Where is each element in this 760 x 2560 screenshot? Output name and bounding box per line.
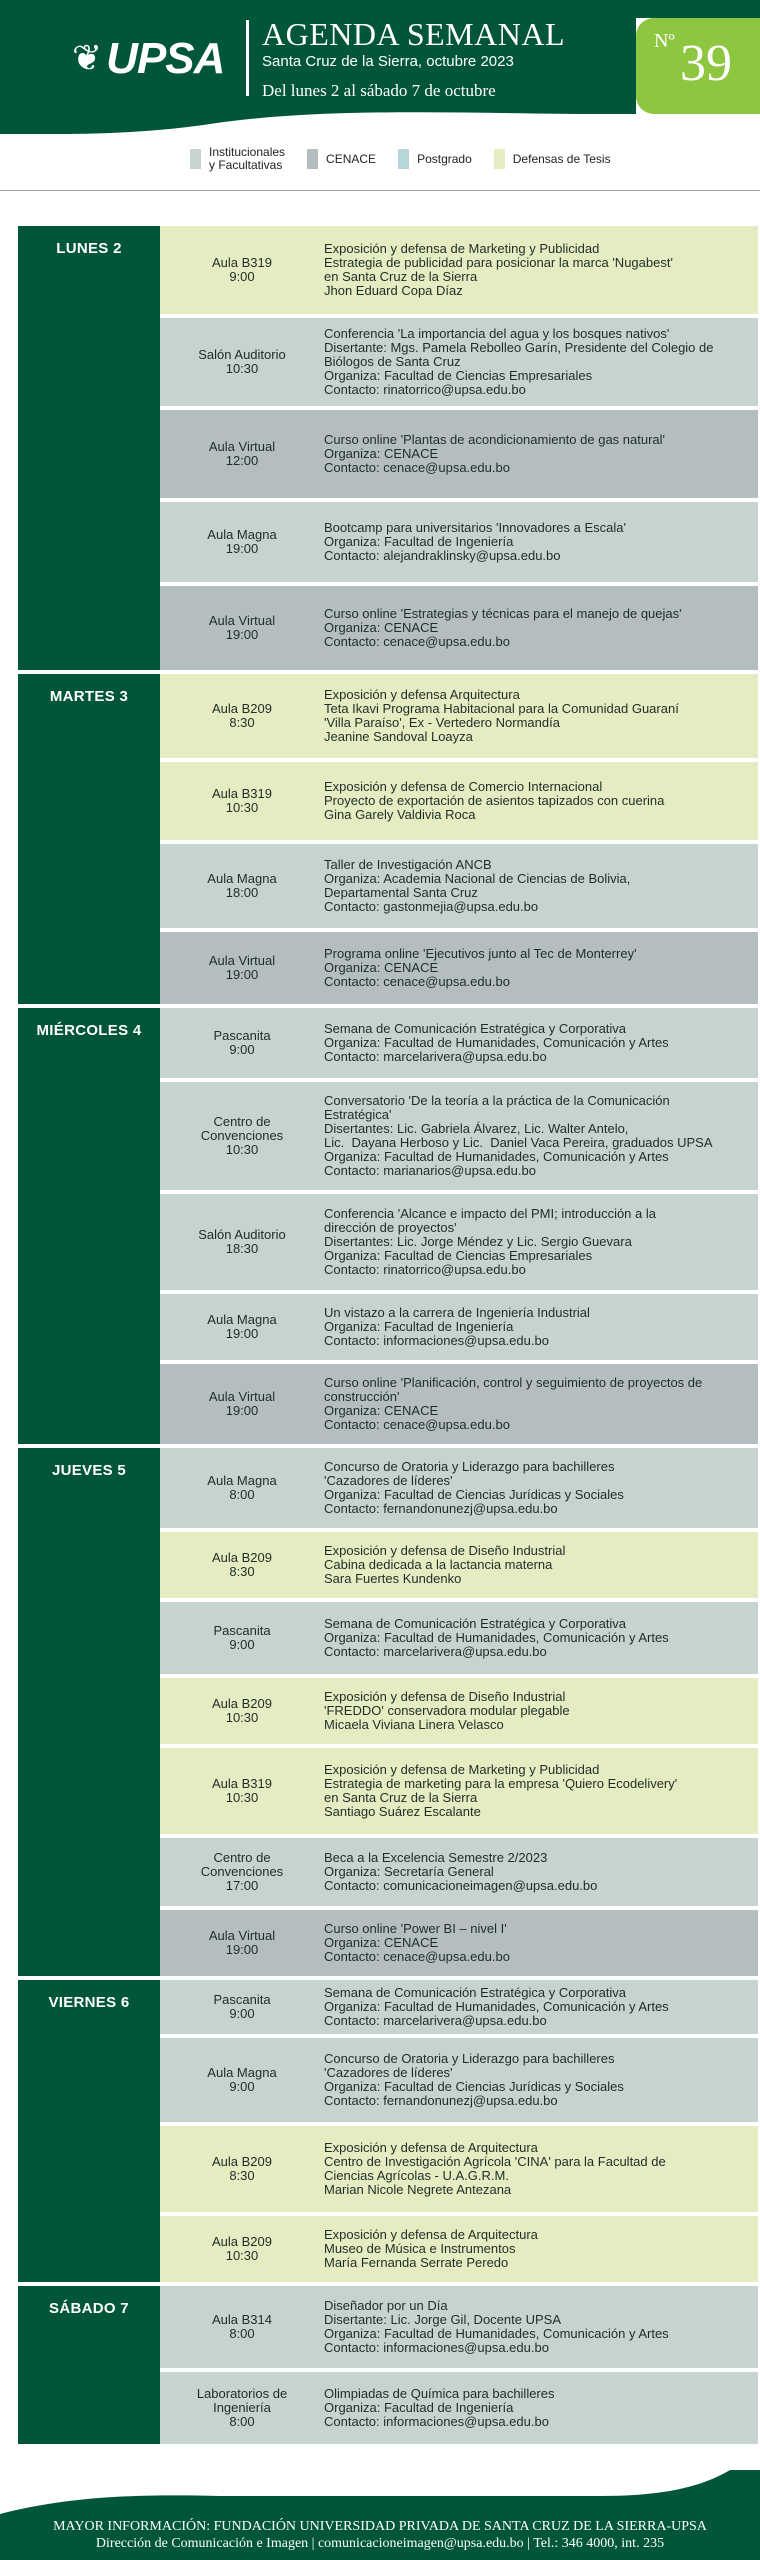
- event-description: [324, 1302, 758, 1352]
- leaf-logo-icon: ❦: [72, 38, 103, 79]
- event-line: Organiza: Facultad de Humanidades, Comunicación y Artes: [324, 2326, 669, 2341]
- event-location: Aula B209 10:30: [212, 1696, 272, 1725]
- event-location: Aula B209 10:30: [212, 2234, 272, 2263]
- event-location: Aula Virtual 19:00: [208, 1928, 276, 1957]
- event-line: Contacto: marcelarivera@upsa.edu.bo: [324, 1644, 547, 1659]
- event-line: Organiza: Facultad de Ingeniería: [324, 2400, 514, 2415]
- event-line: Olimpiadas de Química para bachilleres: [324, 2386, 555, 2401]
- event-line: Exposición y defensa de Marketing y Publicidad: [324, 241, 600, 256]
- day-label: VIERNES 6: [18, 1980, 160, 2282]
- event-line: Organiza: Facultad de Ciencias Jurídicas y Sociales: [324, 1487, 624, 1502]
- event-location: Aula Magna 18:00: [207, 871, 277, 900]
- day-label: SÁBADO 7: [18, 2286, 160, 2444]
- event-line: Disertante: Mgs. Pamela Rebolleo Garín, Presidente del Colegio de Biólogos de Santa Cruz: [324, 340, 714, 369]
- event-location: Aula Magna 19:00: [207, 527, 277, 556]
- event-line: Contacto: fernandonunezj@upsa.edu.bo: [324, 2093, 558, 2108]
- event-line: Teta Ikavi Programa Habitacional para la Comunidad Guaraní 'Villa Paraíso', Ex - Vertedero Normandía: [324, 701, 679, 730]
- upsa-logo: [72, 34, 224, 84]
- event-line: Exposición y defensa de Arquitectura: [324, 2227, 538, 2242]
- event-line: Exposición y defensa de Diseño Industrial: [324, 1543, 566, 1558]
- event-row: [160, 410, 758, 498]
- event-description: [324, 1613, 758, 1663]
- event-line: Contacto: informaciones@upsa.edu.bo: [324, 1333, 549, 1348]
- event-description: [324, 517, 758, 567]
- event-row: [160, 502, 758, 582]
- legend-label: CENACE: [326, 151, 377, 166]
- event-location: Laboratorios de Ingeniería 8:00: [196, 2386, 288, 2429]
- event-line: Disertantes: Lic. Jorge Méndez y Lic. Sergio Guevara: [324, 1234, 632, 1249]
- legend-label: Postgrado: [417, 151, 472, 166]
- footer-line-2: Dirección de Comunicación e Imagen | comunicacioneimagen@upsa.edu.bo | Tel.: 346 4000, int. 235: [95, 2536, 665, 2551]
- event-line: Beca a la Excelencia Semestre 2/2023: [324, 1850, 548, 1865]
- event-line: Curso online 'Power BI – nivel I': [324, 1921, 507, 1936]
- event-line: Contacto: rinatorrico@upsa.edu.bo: [324, 382, 526, 397]
- event-line: Organiza: Facultad de Humanidades, Comunicación y Artes: [324, 1999, 669, 2014]
- event-line: Organiza: Facultad de Ingeniería: [324, 1319, 514, 1334]
- event-line: Estrategia de publicidad para posicionar la marca 'Nugabest' en Santa Cruz de la Sierra: [324, 255, 673, 284]
- event-line: Cabina dedicada a la lactancia materna: [324, 1557, 553, 1572]
- event-line: Programa online 'Ejecutivos junto al Tec de Monterrey': [324, 946, 637, 961]
- event-line: 'FREDDO' conservadora modular plegable: [324, 1703, 570, 1718]
- event-line: Exposición y defensa de Marketing y Publicidad: [324, 1762, 600, 1777]
- event-line: Exposición y defensa de Arquitectura: [324, 2140, 538, 2155]
- event-line: Organiza: CENACE: [324, 1935, 439, 1950]
- event-location: Aula Virtual 12:00: [208, 439, 276, 468]
- event-line: Exposición y defensa Arquitectura: [324, 687, 520, 702]
- header: [0, 0, 760, 134]
- footer: [0, 2470, 760, 2560]
- event-line: Exposición y defensa de Comercio Internacional: [324, 779, 603, 794]
- event-line: Organiza: Facultad de Ciencias Jurídicas y Sociales: [324, 2079, 624, 2094]
- event-description: [324, 684, 758, 748]
- event-line: Gina Garely Valdivia Roca: [324, 807, 476, 822]
- event-line: Santiago Suárez Escalante: [324, 1804, 481, 1819]
- event-line: Disertantes: Lic. Gabriela Álvarez, Lic. Walter Antelo, Lic. Dayana Herboso y Lic. Daniel Vaca Pereira, graduados UPSA: [324, 1121, 713, 1150]
- event-line: Contacto: marcelarivera@upsa.edu.bo: [324, 1049, 547, 1064]
- event-description: [324, 2224, 758, 2274]
- event-location: Salón Auditorio 10:30: [198, 347, 286, 376]
- event-row: [160, 318, 758, 406]
- event-row: [160, 1364, 758, 1444]
- event-description: [324, 1918, 758, 1968]
- event-row: [160, 1910, 758, 1976]
- event-description: [324, 1759, 758, 1823]
- day-events: [160, 1008, 758, 1444]
- event-description: [324, 1372, 758, 1436]
- event-description: [324, 238, 758, 302]
- legend-swatch: [398, 149, 409, 169]
- event-description: [324, 2048, 758, 2112]
- event-line: Organiza: Academia Nacional de Ciencias de Bolivia, Departamental Santa Cruz: [324, 871, 631, 900]
- event-line: Un vistazo a la carrera de Ingeniería Industrial: [324, 1305, 590, 1320]
- day-events: [160, 1980, 758, 2282]
- event-row: [160, 2038, 758, 2122]
- event-line: Organiza: CENACE: [324, 446, 439, 461]
- weekly-schedule: [18, 226, 758, 2448]
- event-line: Contacto: gastonmejia@upsa.edu.bo: [324, 899, 539, 914]
- event-row: [160, 762, 758, 840]
- event-description: [324, 429, 758, 479]
- event-line: Contacto: comunicacioneimagen@upsa.edu.bo: [324, 1878, 598, 1893]
- event-description: [324, 323, 758, 401]
- event-description: [324, 854, 758, 918]
- logo-text: UPSA: [106, 34, 225, 83]
- event-line: Organiza: Facultad de Humanidades, Comunicación y Artes: [324, 1149, 669, 1164]
- page-subtitle: Santa Cruz de la Sierra, octubre 2023: [262, 53, 514, 70]
- event-row: [160, 1980, 758, 2034]
- legend-swatch: [190, 149, 201, 169]
- event-line: Organiza: Facultad de Ingeniería: [324, 534, 514, 549]
- event-location: Aula Virtual 19:00: [208, 953, 276, 982]
- event-line: Marian Nicole Negrete Antezana: [324, 2182, 512, 2197]
- event-line: Bootcamp para universitarios 'Innovadores a Escala': [324, 520, 626, 535]
- event-location: Aula B314 8:00: [212, 2312, 272, 2341]
- event-row: [160, 1678, 758, 1744]
- event-line: Diseñador por un Día: [324, 2298, 448, 2313]
- event-row: [160, 2216, 758, 2282]
- event-location: Aula Virtual 19:00: [208, 613, 276, 642]
- event-row: [160, 2286, 758, 2368]
- event-line: Contacto: marianarios@upsa.edu.bo: [324, 1163, 536, 1178]
- event-line: Contacto: informaciones@upsa.edu.bo: [324, 2414, 549, 2429]
- event-location: Pascanita 9:00: [213, 1623, 271, 1652]
- event-description: [324, 1203, 758, 1281]
- event-location: Aula B319 10:30: [212, 1776, 272, 1805]
- event-location: Aula B209 8:30: [212, 2154, 272, 2183]
- footer-text: [0, 2518, 760, 2552]
- event-line: María Fernanda Serrate Peredo: [324, 2255, 509, 2270]
- event-line: Museo de Música e Instrumentos: [324, 2241, 516, 2256]
- issue-label: Nº: [654, 30, 675, 52]
- event-line: Jhon Eduard Copa Díaz: [324, 283, 463, 298]
- day-block: [18, 1008, 758, 1444]
- page-title: AGENDA SEMANAL: [262, 16, 565, 52]
- event-description: [324, 776, 758, 826]
- event-line: Contacto: informaciones@upsa.edu.bo: [324, 2340, 549, 2355]
- footer-line-1: MAYOR INFORMACIÓN: FUNDACIÓN UNIVERSIDAD PRIVADA DE SANTA CRUZ DE LA SIERRA-UPSA: [53, 2519, 707, 2534]
- event-line: Proyecto de exportación de asientos tapizados con cuerina: [324, 793, 665, 808]
- event-line: Conferencia 'La importancia del agua y los bosques nativos': [324, 326, 670, 341]
- event-line: Conversatorio 'De la teoría a la práctica de la Comunicación Estratégica': [324, 1093, 670, 1122]
- event-row: [160, 1008, 758, 1078]
- event-row: [160, 844, 758, 928]
- event-line: Exposición y defensa de Diseño Industrial: [324, 1689, 566, 1704]
- issue-number: 39: [680, 35, 732, 92]
- event-line: Organiza: CENACE: [324, 620, 439, 635]
- event-line: Contacto: cenace@upsa.edu.bo: [324, 460, 510, 475]
- day-events: [160, 674, 758, 1004]
- event-line: Organiza: CENACE: [324, 960, 439, 975]
- event-description: [324, 943, 758, 993]
- event-description: [324, 1686, 758, 1736]
- event-location: Salón Auditorio 18:30: [198, 1227, 286, 1256]
- event-description: [324, 1540, 758, 1590]
- event-row: [160, 1532, 758, 1598]
- day-block: [18, 2286, 758, 2444]
- event-line: Disertante: Lic. Jorge Gil, Docente UPSA: [324, 2312, 561, 2327]
- event-line: Concurso de Oratoria y Liderazgo para bachilleres 'Cazadores de líderes': [324, 1459, 615, 1488]
- event-line: Semana de Comunicación Estratégica y Corporativa: [324, 1021, 627, 1036]
- event-row: [160, 226, 758, 314]
- day-label: MIÉRCOLES 4: [18, 1008, 160, 1444]
- event-location: Aula B209 8:30: [212, 701, 272, 730]
- event-description: [324, 1456, 758, 1520]
- title-block: [262, 16, 565, 101]
- legend: [190, 146, 633, 172]
- legend-item: [190, 146, 285, 172]
- event-line: Semana de Comunicación Estratégica y Corporativa: [324, 1985, 627, 2000]
- event-line: Contacto: cenace@upsa.edu.bo: [324, 634, 510, 649]
- event-description: [324, 1018, 758, 1068]
- legend-swatch: [307, 149, 318, 169]
- day-block: [18, 1448, 758, 1976]
- event-line: Jeanine Sandoval Loayza: [324, 729, 473, 744]
- event-line: Sara Fuertes Kundenko: [324, 1571, 462, 1586]
- day-block: [18, 1980, 758, 2282]
- day-events: [160, 2286, 758, 2444]
- event-line: Organiza: CENACE: [324, 1403, 439, 1418]
- event-line: Organiza: Facultad de Ciencias Empresariales: [324, 368, 593, 383]
- event-row: [160, 2372, 758, 2444]
- event-description: [324, 2137, 758, 2201]
- event-line: Organiza: Secretaría General: [324, 1864, 494, 1879]
- event-line: Centro de Investigación Agrícola 'CINA' para la Facultad de Ciencias Agrícolas - U.A.G.R.M.: [324, 2154, 666, 2183]
- day-events: [160, 226, 758, 670]
- event-description: [324, 1982, 758, 2032]
- event-line: Semana de Comunicación Estratégica y Corporativa: [324, 1616, 627, 1631]
- day-label: MARTES 3: [18, 674, 160, 1004]
- event-description: [324, 2383, 758, 2433]
- event-row: [160, 1838, 758, 1906]
- event-line: Concurso de Oratoria y Liderazgo para bachilleres 'Cazadores de líderes': [324, 2051, 615, 2080]
- event-line: Contacto: marcelarivera@upsa.edu.bo: [324, 2013, 547, 2028]
- event-row: [160, 1294, 758, 1360]
- event-location: Pascanita 9:00: [213, 1992, 271, 2021]
- event-location: Aula Magna 19:00: [207, 1312, 277, 1341]
- legend-label: Defensas de Tesis: [512, 151, 611, 166]
- event-line: Organiza: Facultad de Humanidades, Comunicación y Artes: [324, 1630, 669, 1645]
- event-location: Aula Magna 9:00: [207, 2065, 277, 2094]
- event-location: Aula B319 10:30: [212, 786, 272, 815]
- day-label: JUEVES 5: [18, 1448, 160, 1976]
- event-line: Contacto: rinatorrico@upsa.edu.bo: [324, 1262, 526, 1277]
- event-line: Contacto: cenace@upsa.edu.bo: [324, 1949, 510, 1964]
- event-row: [160, 1194, 758, 1290]
- event-row: [160, 1602, 758, 1674]
- legend-item: [494, 149, 611, 169]
- event-line: Taller de Investigación ANCB: [324, 857, 492, 872]
- event-location: Aula B319 9:00: [212, 255, 272, 284]
- event-location: Centro de Convenciones 17:00: [200, 1850, 284, 1893]
- event-description: [324, 1090, 758, 1182]
- event-location: Pascanita 9:00: [213, 1028, 271, 1057]
- legend-label: Institucionales y Facultativas: [209, 145, 286, 172]
- event-location: Aula B209 8:30: [212, 1550, 272, 1579]
- event-line: Curso online 'Estrategias y técnicas para el manejo de quejas': [324, 606, 682, 621]
- day-label: LUNES 2: [18, 226, 160, 670]
- event-description: [324, 603, 758, 653]
- event-line: Contacto: alejandraklinsky@upsa.edu.bo: [324, 548, 561, 563]
- event-line: Organiza: Facultad de Humanidades, Comunicación y Artes: [324, 1035, 669, 1050]
- event-description: [324, 2295, 758, 2359]
- event-row: [160, 1082, 758, 1190]
- event-row: [160, 2126, 758, 2212]
- date-range: Del lunes 2 al sábado 7 de octubre: [262, 81, 496, 100]
- event-line: Micaela Viviana Linera Velasco: [324, 1717, 504, 1732]
- legend-swatch: [494, 149, 505, 169]
- divider: [0, 190, 760, 191]
- event-line: Organiza: Facultad de Ciencias Empresariales: [324, 1248, 593, 1263]
- event-line: Conferencia 'Alcance e impacto del PMI; introducción a la dirección de proyectos': [324, 1206, 656, 1235]
- event-row: [160, 586, 758, 670]
- event-line: Contacto: cenace@upsa.edu.bo: [324, 1417, 510, 1432]
- event-location: Aula Magna 8:00: [207, 1473, 277, 1502]
- event-line: Contacto: cenace@upsa.edu.bo: [324, 974, 510, 989]
- event-location: Aula Virtual 19:00: [208, 1389, 276, 1418]
- day-events: [160, 1448, 758, 1976]
- event-row: [160, 674, 758, 758]
- event-location: Centro de Convenciones 10:30: [200, 1114, 284, 1157]
- issue-badge: [636, 18, 760, 114]
- event-row: [160, 1448, 758, 1528]
- event-description: [324, 1847, 758, 1897]
- legend-item: [307, 149, 376, 169]
- event-row: [160, 932, 758, 1004]
- event-line: Curso online 'Plantas de acondicionamiento de gas natural': [324, 432, 666, 447]
- event-line: Estrategia de marketing para la empresa 'Quiero Ecodelivery' en Santa Cruz de la Sierra: [324, 1776, 678, 1805]
- legend-item: [398, 149, 472, 169]
- day-block: [18, 674, 758, 1004]
- event-row: [160, 1748, 758, 1834]
- logo-divider: [246, 20, 249, 96]
- event-line: Contacto: fernandonunezj@upsa.edu.bo: [324, 1501, 558, 1516]
- day-block: [18, 226, 758, 670]
- event-line: Curso online 'Planificación, control y seguimiento de proyectos de construcción': [324, 1375, 703, 1404]
